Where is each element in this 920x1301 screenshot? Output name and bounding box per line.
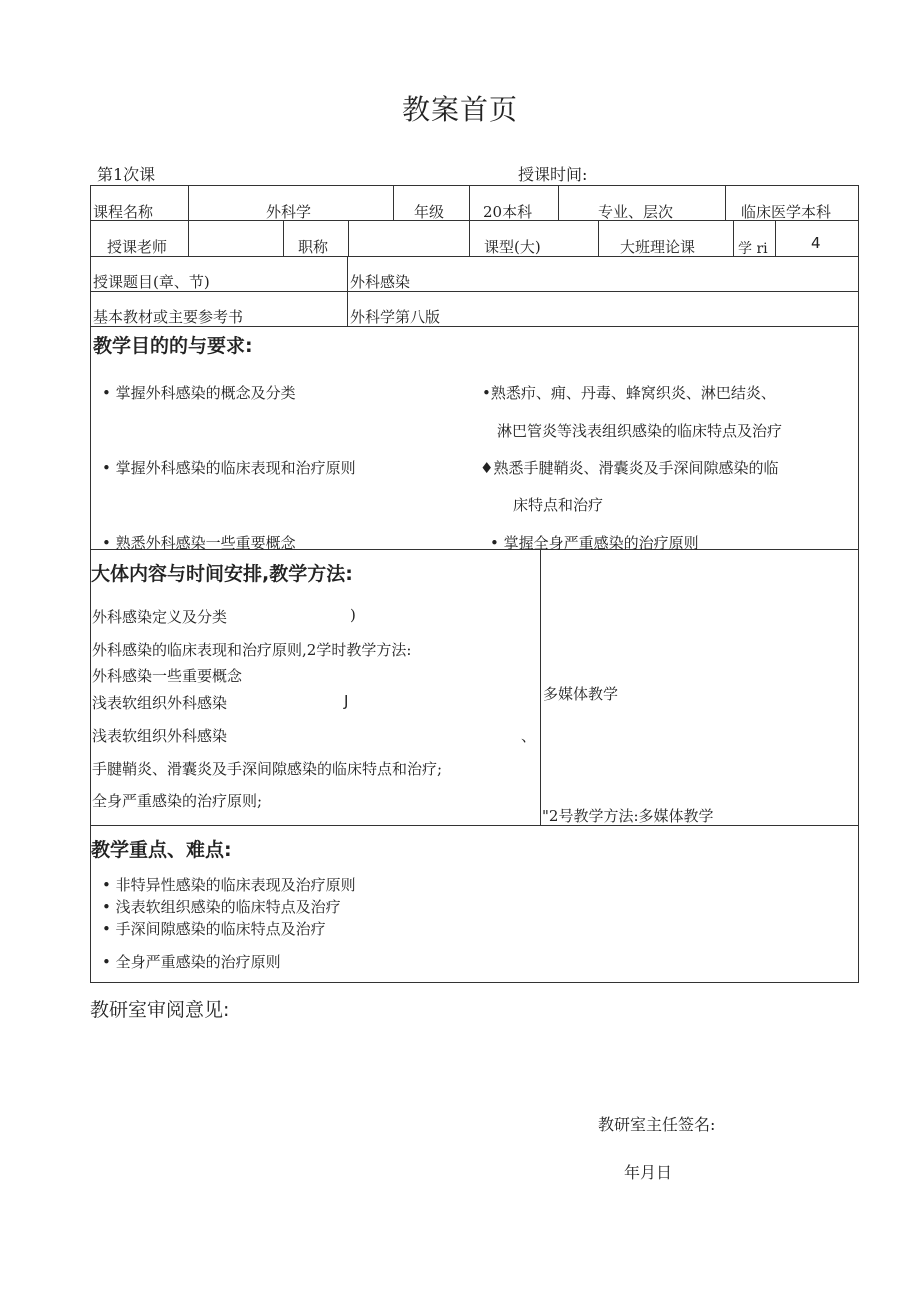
major-label: 专业、层次 [598,203,674,221]
objective-item: • 熟悉外科感染一些重要概念 [102,534,296,552]
content-heading: 大体内容与时间安排,教学方法: [91,563,353,585]
director-signature-label: 教研室主任签名: [598,1115,716,1134]
objective-item: 床特点和治疗 [513,496,604,514]
hours-value: 4 [811,234,821,252]
content-mark: J [344,692,349,710]
grade-value: 20本科 [483,203,533,221]
course-name-value: 外科学 [266,203,312,221]
keypoint-item: • 浅表软组织感染的临床特点及治疗 [102,898,341,916]
course-name-label: 课程名称 [93,203,154,221]
content-line: 浅表软组织外科感染 [92,727,228,745]
objective-item: 淋巴管炎等浅表组织感染的临床特点及治疗 [497,422,783,440]
content-line: 手腱鞘炎、滑囊炎及手深间隙感染的临床特点和治疗; [92,760,443,778]
textbook-label: 基本教材或主要参考书 [93,308,244,326]
topic-label: 授课题目(章、节) [93,273,210,291]
teaching-method: 多媒体教学 [543,685,619,703]
page-title: 教案首页 [401,93,518,126]
objectives-heading: 教学目的的与要求: [93,335,253,357]
content-line: 外科感染的临床表现和治疗原则,2学时教学方法: [92,641,412,659]
grade-label: 年级 [414,203,445,221]
keypoint-item: • 非特异性感染的临床表现及治疗原则 [102,876,356,894]
content-line: 全身严重感染的治疗原则; [92,792,263,810]
keypoint-item: • 全身严重感染的治疗原则 [102,953,281,971]
objective-item: ♦熟悉手腱鞘炎、滑囊炎及手深间隙感染的临 [480,459,779,477]
keypoint-item: • 手深间隙感染的临床特点及治疗 [102,920,326,938]
date-label: 年月日 [624,1163,673,1182]
objective-item: • 掌握全身严重感染的治疗原则 [490,534,699,552]
lesson-number: 第1次课 [97,165,156,184]
content-mark: ) [350,606,356,624]
objective-item: •熟悉疖、痈、丹毒、蜂窝织炎、淋巴结炎、 [482,384,776,402]
objective-item: • 掌握外科感染的临床表现和治疗原则 [102,459,356,477]
textbook-value: 外科学第八版 [350,308,441,326]
review-heading: 教研室审阅意见: [90,999,230,1021]
keypoints-heading: 教学重点、难点: [91,839,232,861]
content-line: 外科感染一些重要概念 [92,667,243,685]
content-line: 外科感染定义及分类 [92,608,228,626]
course-type-value: 大班理论课 [620,238,696,256]
major-value: 临床医学本科 [741,203,832,221]
teacher-label: 授课老师 [107,238,168,256]
class-time-label: 授课时间: [518,165,588,184]
content-line: 浅表软组织外科感染 [92,694,228,712]
objective-item: • 掌握外科感染的概念及分类 [102,384,296,402]
content-mark: 、 [521,727,537,745]
course-type-label: 课型(大) [484,238,541,256]
hours-label: 学 ri [738,241,768,257]
rank-label: 职称 [298,238,329,256]
teaching-method-note: "2号教学方法:多媒体教学 [542,807,714,825]
topic-value: 外科感染 [350,273,411,291]
